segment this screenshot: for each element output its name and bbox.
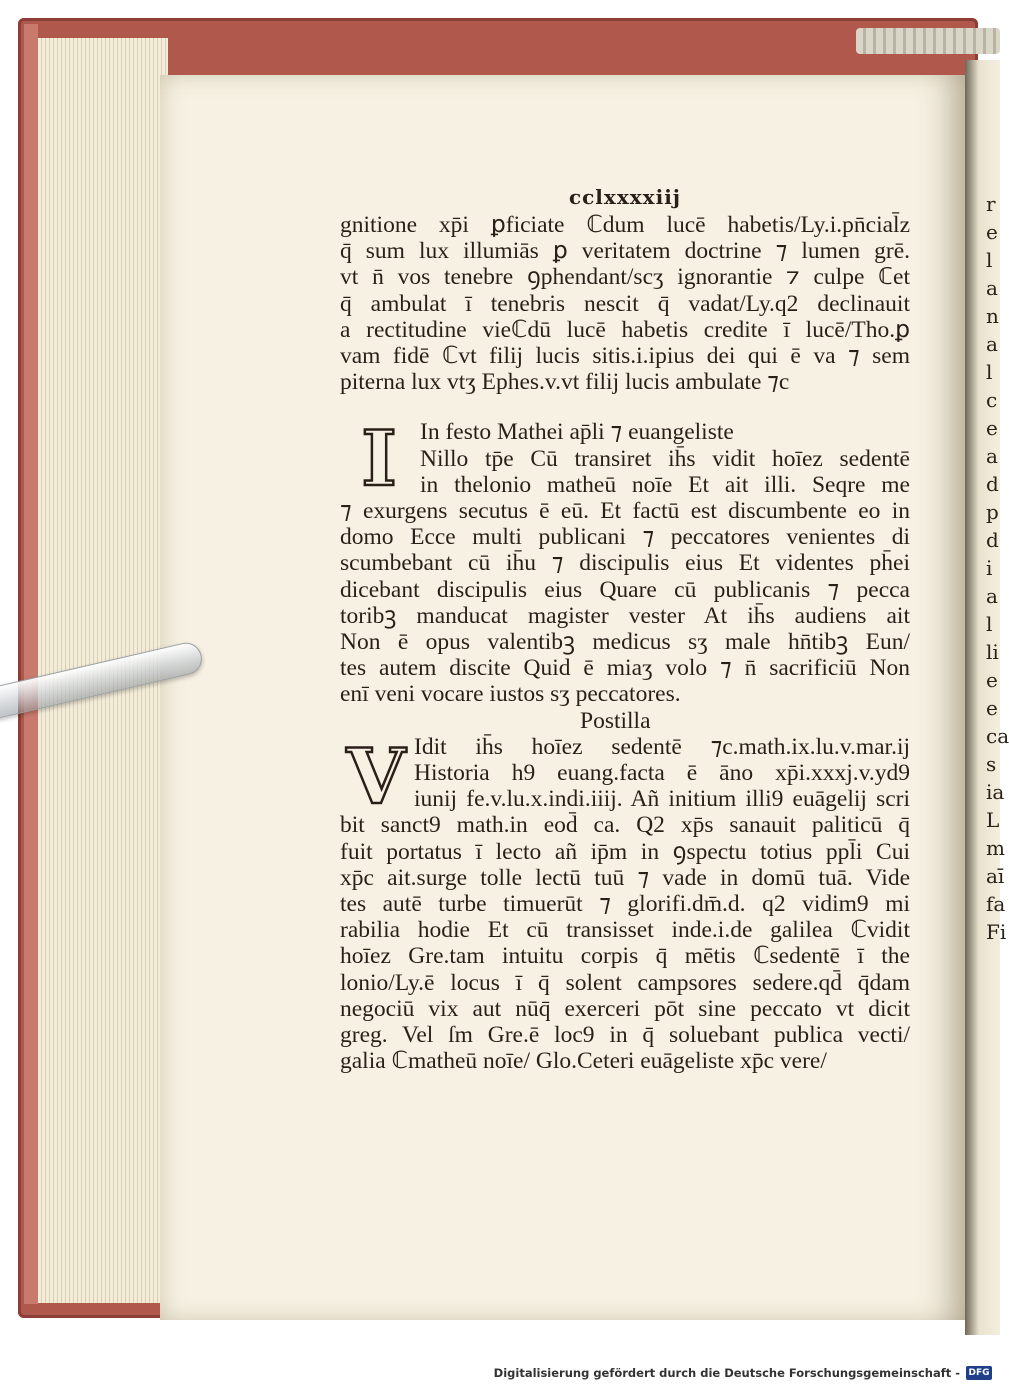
text-line: a rectitudine vieℂdū lucē habetis credite ī lucē/Tho.ꝑ: [340, 316, 910, 343]
text-line: Idit ih̄s hoīez sedentē ⁊c.math.ix.lu.v.mar.ij: [414, 733, 910, 760]
paragraph-continuation: [340, 212, 910, 395]
facing-page-letter: l: [986, 360, 993, 384]
facing-page-letter: m: [986, 836, 1005, 860]
text-line: tes autem discite Quid ē miaʒ volo ⁊ n̄ sacrificiū Non: [340, 655, 910, 682]
text-line: galia ℂmatheū noīe/ Glo.Ceteri euāgeliste xp̄c vere/: [340, 1048, 827, 1075]
text-line: hoīez Gre.tam intuitu corpis q̄ mētis ℂsedentē ī the: [340, 943, 910, 970]
text-line: lonio/Ly.ē locus ī q̄ solent campsores sedere.qd̄ q̄dam: [340, 969, 910, 996]
decorated-initial-v: V: [346, 732, 406, 822]
text-line: fuit portatus ī lecto añ ip̄m in ꝯspectu totius ppl̄i Cui: [340, 838, 910, 865]
postilla-text: [340, 734, 910, 1075]
facing-page-letter: d: [986, 472, 999, 496]
text-line: q̄ sum lux illumiās ꝑ veritatem doctrine ⁊ lumen grē.: [340, 238, 910, 265]
facing-page-letter: d: [986, 528, 999, 552]
text-line: negociū vix aut nūq̄ exerceri pōt sine peccato vt dicit: [340, 995, 910, 1022]
facing-page-letter: li: [986, 640, 999, 664]
facing-page-letter: e: [986, 220, 998, 244]
text-line: domo Ecce multi publicani ⁊ peccatores venientes di: [340, 524, 910, 551]
facing-page-letter: e: [986, 696, 998, 720]
folio-number: cclxxxxiij: [568, 185, 682, 209]
text-line: ⁊ exurgens secutus ē eū. Et factū est discumbente eo in: [340, 498, 910, 525]
headband: [856, 28, 1000, 54]
facing-page-letter: i: [986, 556, 993, 580]
facing-page-letter: a: [986, 332, 998, 356]
text-line: in thelonio matheū noīe Et ait illi. Seqre me: [420, 471, 910, 498]
decorated-initial-i: I: [361, 413, 397, 503]
section-gap: [340, 395, 910, 419]
text-line: enī veni vocare iustos sʒ peccatores.: [340, 681, 681, 708]
text-line: iunij fe.v.lu.x.indi.iiij. Añ initium illi9 euāgelij scri: [414, 786, 910, 813]
facing-page-letter: n: [986, 304, 999, 328]
text-line: rabilia hodie Et cū transisset inde.i.de galilea ℂvidit: [340, 917, 910, 944]
facing-page-letter: r: [986, 192, 996, 216]
postilla-heading: Postilla: [580, 707, 651, 734]
facing-page-letter: a: [986, 444, 998, 468]
facing-page-letter: ia: [986, 780, 1005, 804]
text-line: xp̄c ait.surge tolle lectū tuū ⁊ vade in domū tuā. Vide: [340, 864, 910, 891]
facing-page-letter: L: [986, 808, 1000, 832]
text-line: scumbebant cū ih̄u ⁊ discipulis eius Et videntes ph̄ei: [340, 550, 910, 577]
facing-page-letter: p: [986, 500, 999, 524]
feast-section: [340, 413, 910, 708]
text-line: q̄ ambulat ī tenebris nescit q̄ vadat/Ly.q2 declinauit: [340, 290, 910, 317]
text-line: toribꝫ manducat magister vester At ih̄s audiens ait: [340, 602, 910, 629]
text-line: Nillo tp̄e Cū transiret ih̄s vidit hoīez sedentē: [420, 445, 910, 472]
facing-page-letter: aī: [986, 864, 1005, 888]
dfg-logo: DFG: [966, 1366, 992, 1380]
facing-page-letter: c: [986, 388, 998, 412]
facing-page-letter: l: [986, 248, 993, 272]
text-line: dicebant discipulis eius Quare cū publicanis ⁊ pecca: [340, 576, 910, 603]
facing-page-letter: s: [986, 752, 997, 776]
text-line: Historia h9 euang.facta ē āno xp̄i.xxxj.v.yd9: [414, 760, 910, 787]
postilla-section: [340, 708, 910, 1075]
text-line: tes autē turbe timuerūt ⁊ glorifi.dm̄.d. q2 vidim9 mi: [340, 891, 910, 918]
footer-credit: Digitalisierung gefördert durch die Deutsche Forschungsgemeinschaft -: [493, 1365, 960, 1380]
facing-page-letter: fa: [986, 892, 1006, 916]
text-line: Non ē opus valentibꝫ medicus sʒ male hn̄tibꝫ Eun/: [340, 629, 910, 656]
facing-page-letter: Fi: [986, 920, 1007, 944]
facing-page-letter: e: [986, 416, 998, 440]
facing-page-letter: ca: [986, 724, 1009, 748]
text-block: [340, 185, 910, 1075]
facing-page-letter: a: [986, 276, 998, 300]
text-line: vt n̄ vos tenebre ꝯphendant/scʒ ignorantie ⁊ culpe ℂet: [340, 264, 910, 291]
facing-page-fragment: [986, 190, 1009, 1240]
binding-edge: [24, 24, 38, 1304]
facing-page-letter: l: [986, 612, 993, 636]
footer-bar: [0, 1360, 1000, 1385]
facing-page-letter: a: [986, 584, 998, 608]
text-line: gnitione xp̄i ꝑficiate ℂdum lucē habetis/Ly.i.pn̄cial̄z: [340, 212, 910, 238]
text-line: bit sanct9 math.in eod̄ ca. Q2 xp̄s sanauit paliticū q̄: [340, 812, 910, 839]
facing-page-letter: e: [986, 668, 998, 692]
text-line: piterna lux vtʒ Ephes.v.vt filij lucis ambulate ⁊c: [340, 369, 790, 396]
text-line: vam fidē ℂvt filij lucis sitis.i.ipius dei qui ē va ⁊ sem: [340, 343, 910, 370]
gospel-reading: [340, 413, 910, 708]
text-line: In festo Mathei ap̄li ⁊ euangeliste: [420, 419, 734, 446]
text-line: greg. Vel ſm Gre.ē loc9 in q̄ soluebant publica vecti/: [340, 1022, 910, 1049]
